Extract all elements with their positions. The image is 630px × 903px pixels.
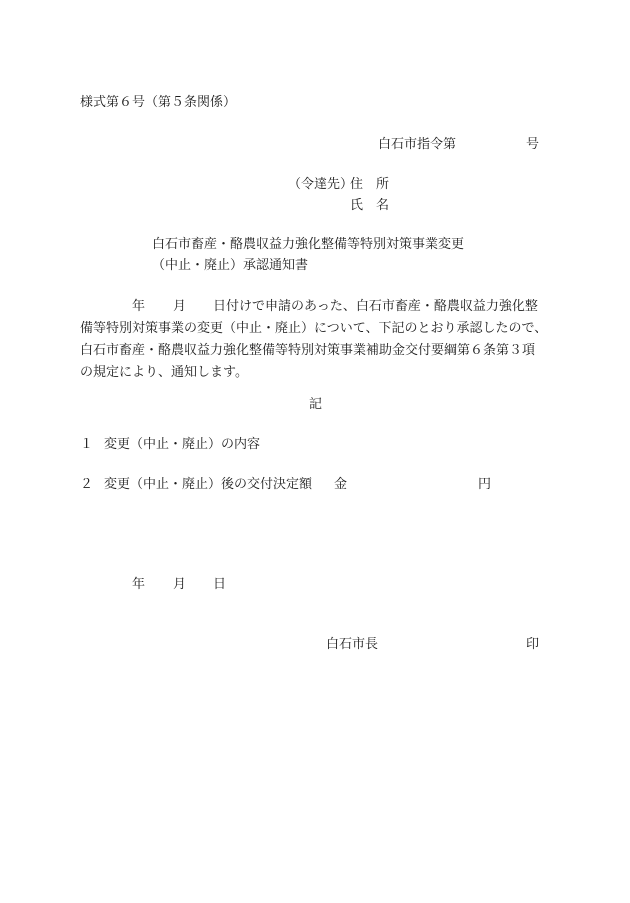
form-number: 様式第６号（第５条関係） (80, 95, 237, 110)
item-1-number: １ (80, 437, 94, 452)
body-date-year: 年 (132, 299, 146, 314)
document-title-line1: 白石市畜産・酪農収益力強化整備等特別対策事業変更 (152, 237, 465, 252)
body-date-month: 月 (173, 299, 187, 314)
recipient-label: （令達先） (288, 177, 354, 192)
ki-heading: 記 (309, 397, 323, 412)
designation-suffix: 号 (526, 137, 540, 152)
body-line-3: 白石市畜産・酪農収益力強化整備等特別対策事業補助金交付要綱第６条第３項 (80, 343, 536, 358)
issue-date-year: 年 (132, 577, 146, 592)
seal-mark: 印 (526, 637, 540, 652)
amount-suffix: 円 (478, 477, 492, 492)
amount-prefix: 金 (334, 477, 348, 492)
item-1-text: 変更（中止・廃止）の内容 (104, 437, 261, 452)
address-label: 住 所 (350, 177, 390, 192)
mayor-title: 白石市長 (326, 637, 379, 652)
body-line1-text: 日付けで申請のあった、白石市畜産・酪農収益力強化整 (213, 299, 538, 314)
issue-date-day: 日 (213, 577, 227, 592)
body-paragraph (80, 296, 560, 384)
item-2-text: 変更（中止・廃止）後の交付決定額 (104, 477, 313, 492)
body-line-1 (80, 296, 560, 318)
issue-date-month: 月 (173, 577, 187, 592)
name-label: 氏 名 (350, 198, 390, 213)
item-2-number: ２ (80, 477, 94, 492)
body-line-4: の規定により、通知します。 (80, 365, 248, 380)
body-line-2: 備等特別対策事業の変更（中止・廃止）について、下記のとおり承認したので、 (80, 321, 548, 336)
designation-prefix: 白石市指令第 (378, 137, 457, 152)
document-title-line2: （中止・廃止）承認通知書 (152, 258, 309, 273)
